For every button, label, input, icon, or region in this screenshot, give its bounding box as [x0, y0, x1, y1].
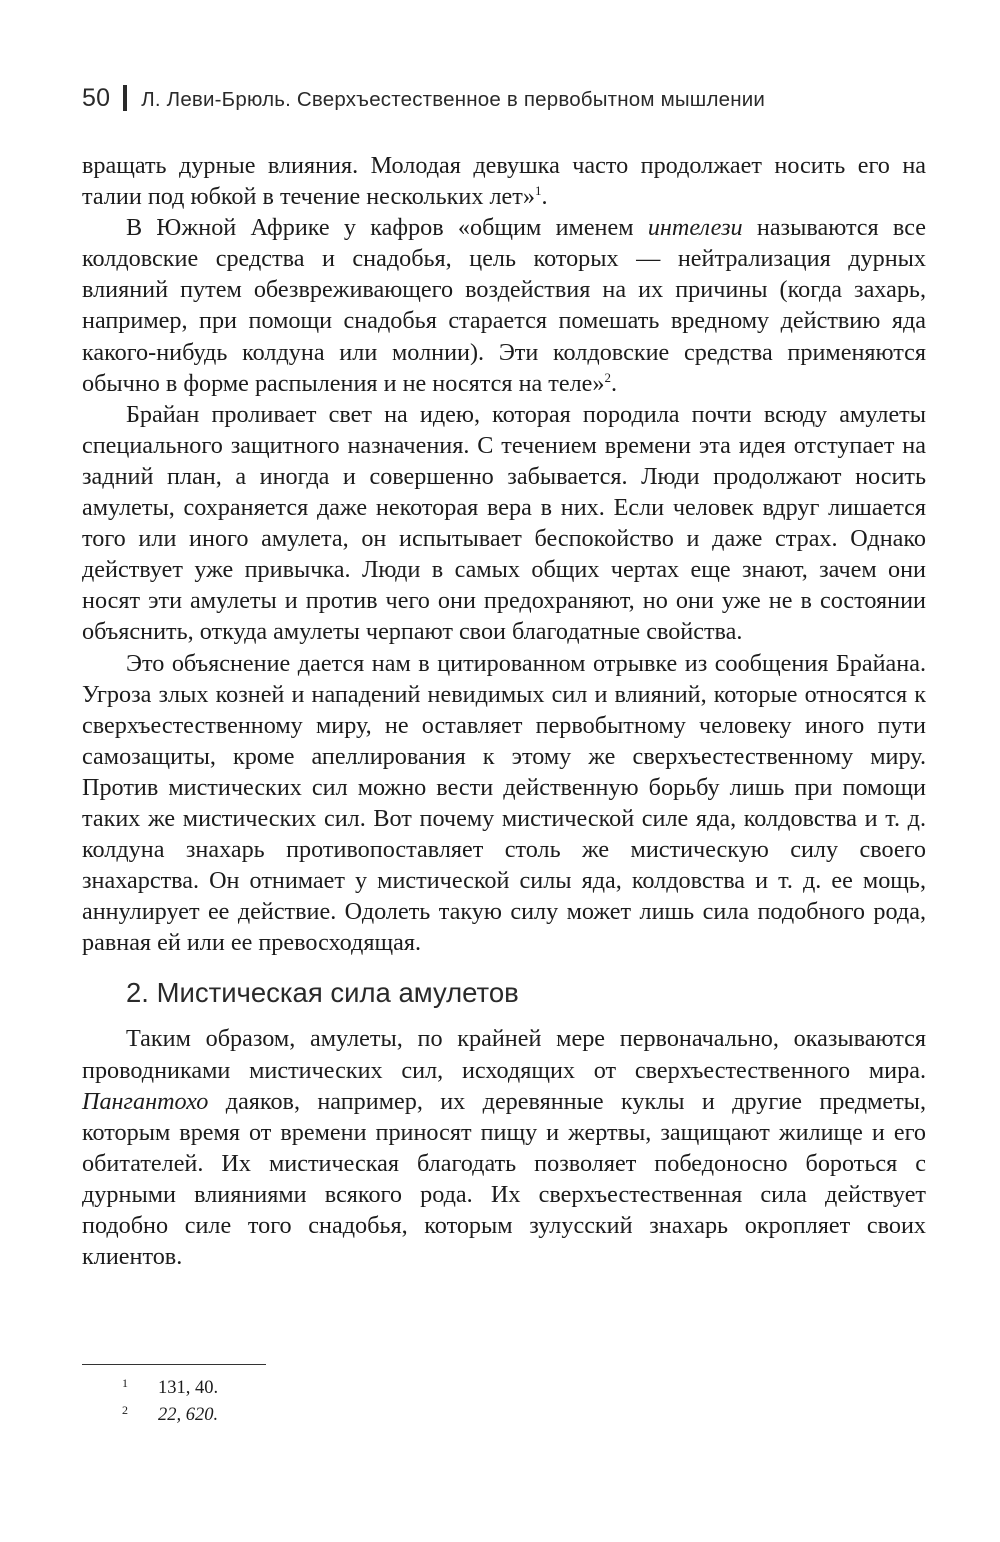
footnote-reference: 1 [534, 183, 542, 199]
paragraph-explanation: Это объяснение дается нам в цитированном отрывке из сообщения Брайана. Угроза злых козней и нападений невидимых сил и влияний, которые относятся к сверхъестественному миру, не оставляет первобытному человеку иного пути самозащиты, кроме апеллирования к этому же сверхъестественному миру. Против мистических сил можно вести действенную борьбу лишь при помощи таких же мистических сил. Вот почему мистической силе яда, колдовства и т. д. колдуна знахарь противопоставляет столь же мистическую силу своего знахарства. Он отнимает у мистической силы яда, колдовства и т. д. ее мощь, аннулирует ее действие. Одолеть такую силу может лишь сила подобного рода, равная ей или ее превосходящая. [82, 649, 926, 957]
paragraph-kafirs [82, 212, 926, 399]
paragraph-text: Таким образом, амулеты, по крайней мере первоначально, оказываются проводниками мистических сил, исходящих от сверхъестественного мира. [82, 1025, 926, 1084]
footnote-text: 22, 620. [158, 1405, 219, 1425]
page-number: 50 [82, 84, 111, 112]
paragraph-continuation [82, 150, 926, 212]
paragraph-text-end: . [611, 369, 618, 397]
paragraph-bryan: Брайан проливает свет на идею, которая породила почти всюду амулеты специального защитного назначения. С течением времени эта идея отступает на задний план, а иногда и совершенно забывается. Люди продолжают носить амулеты, сохраняется даже некоторая вера в них. Если человек вдруг лишается того или иного амулета, он испытывает беспокойство и даже страх. Однако действует уже привычка. Люди в самых общих чертах еще знают, зачем они носят эти амулеты и против чего они предохраняют, но они уже не в состоянии объяснить, откуда амулеты черпают свои благодатные свойства. [82, 400, 926, 646]
footnote-reference: 2 [604, 369, 611, 385]
main-text [82, 150, 926, 1272]
italic-term: интелези [647, 214, 743, 242]
running-header [82, 84, 765, 113]
running-title: Л. Леви-Брюль. Сверхъестественное в первобытном мышлении [141, 88, 766, 111]
footnote-text: 131, 40. [158, 1378, 219, 1398]
paragraph-text-middle: называются все колдовские средства и снадобья, цель которых — нейтрализация дурных влияний путем обезвреживающего воздействия на их причины (когда захарь, например, при помощи снадобья старается помешать вредному действию яда какого-нибудь колдуна или молнии). Эти колдовские средства применяются обычно в форме распыления и не носятся на теле» [82, 214, 926, 397]
footnote-divider [82, 1364, 266, 1365]
paragraph-text: вращать дурные влияния. Молодая девушка часто продолжает носить его на талии под юбкой в течение нескольких лет» [82, 152, 926, 211]
footnote-mark: 1 [122, 1376, 128, 1390]
footnote-mark: 2 [122, 1403, 128, 1417]
paragraph-amulets [82, 1023, 926, 1272]
paragraph-text-end: даяков, например, их деревянные куклы и другие предметы, которым время от времени приносят пищу и жертвы, защищают жилище и его обитателей. Их мистическая благодать позволяет победоносно бороться с дурными влияниями всякого рода. Их сверхъестественная сила действует подобно силе того снадобья, которым зулусский знахарь окропляет своих клиентов. [82, 1087, 926, 1271]
footnotes [122, 1372, 218, 1426]
section-heading: 2. Мистическая сила амулетов [126, 977, 519, 1009]
italic-term: Пангантохо [82, 1087, 209, 1115]
paragraph-text: В Южной Африке у кафров «общим именем [126, 214, 648, 242]
footnote-1 [122, 1372, 218, 1399]
header-separator [123, 85, 127, 111]
paragraph-text-end: . [541, 183, 548, 211]
footnote-2 [122, 1399, 218, 1426]
